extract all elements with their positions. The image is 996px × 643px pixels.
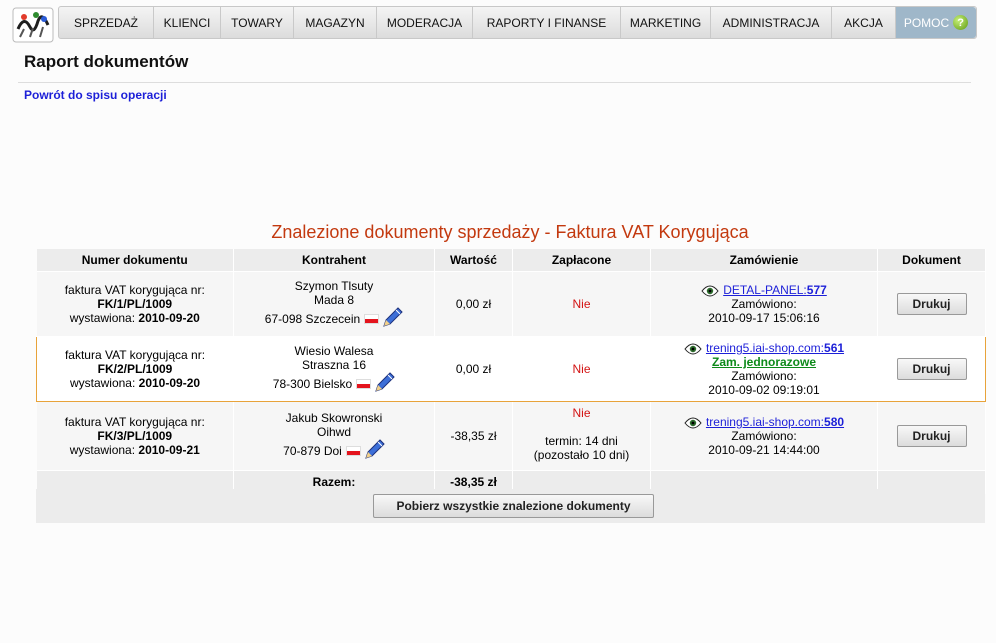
nav-sprzedaz[interactable]: SPRZEDAŻ — [59, 7, 154, 38]
nav-towary[interactable]: TOWARY — [221, 7, 294, 38]
header-wartosc: Wartość — [435, 249, 513, 272]
nav-administracja[interactable]: ADMINISTRACJA — [711, 7, 832, 38]
order-link[interactable] — [706, 341, 844, 355]
back-to-operations-link[interactable]: Powrót do spisu operacji — [24, 88, 167, 102]
doc-cell — [37, 337, 234, 402]
contractor-name: Szymon Tlsuty — [294, 279, 374, 293]
issued-label: wystawiona: — [69, 443, 136, 457]
ordered-date: 2010-09-21 14:44:00 — [708, 443, 820, 457]
eye-icon[interactable] — [684, 343, 702, 355]
print-cell — [878, 272, 986, 337]
ordered-label: Zamówiono: — [731, 297, 797, 311]
issued-label: wystawiona: — [69, 311, 136, 325]
order-link[interactable] — [723, 283, 827, 297]
order-number: 561 — [824, 341, 845, 355]
main-nav — [58, 6, 977, 39]
nav-moderacja[interactable]: MODERACJA — [377, 7, 473, 38]
contractor-cell — [234, 337, 435, 402]
section-title: Znalezione dokumenty sprzedaży - Faktura VAT Korygująca — [271, 222, 749, 242]
nav-klienci[interactable]: KLIENCI — [154, 7, 221, 38]
issued-label: wystawiona: — [69, 376, 136, 390]
nav-marketing[interactable]: MARKETING — [621, 7, 711, 38]
paid-status: Nie — [572, 406, 591, 420]
paid-cell — [513, 272, 651, 337]
paid-cell — [513, 402, 651, 471]
doc-number: FK/1/PL/1009 — [97, 297, 173, 311]
table-row — [37, 337, 986, 402]
table-row — [37, 272, 986, 337]
paid-status: Nie — [572, 362, 591, 376]
issued-date: 2010-09-20 — [138, 311, 200, 325]
payment-remaining: (pozostało 10 dni) — [533, 448, 630, 462]
nav-raporty-i-finanse[interactable]: RAPORTY I FINANSE — [473, 7, 621, 38]
value-cell: -38,35 zł — [435, 402, 513, 471]
contractor-name: Jakub Skowronski — [285, 411, 383, 425]
contractor-street: Mada 8 — [313, 293, 355, 307]
iai-logo[interactable] — [12, 7, 54, 43]
paid-cell — [513, 337, 651, 402]
help-icon: ? — [953, 15, 968, 30]
ordered-date: 2010-09-02 09:19:01 — [708, 383, 820, 397]
contractor-street: Oihwd — [316, 425, 351, 439]
one-time-order-link[interactable]: Zam. jednorazowe — [711, 355, 817, 369]
doc-type: faktura VAT korygująca nr: — [64, 283, 205, 297]
order-shop: trening5.iai-shop.com: — [705, 415, 825, 429]
doc-number: FK/3/PL/1009 — [97, 429, 173, 443]
order-number: 577 — [806, 283, 827, 297]
ordered-label: Zamówiono: — [731, 369, 797, 383]
order-cell — [651, 272, 878, 337]
print-cell — [878, 402, 986, 471]
issued-date: 2010-09-20 — [138, 376, 201, 390]
title-divider — [18, 82, 971, 83]
value-cell: 0,00 zł — [435, 337, 513, 402]
order-number: 580 — [824, 415, 845, 429]
doc-cell — [37, 272, 234, 337]
doc-type: faktura VAT korygująca nr: — [64, 348, 206, 362]
download-all-button[interactable]: Pobierz wszystkie znalezione dokumenty — [373, 494, 654, 518]
nav-pomoc[interactable] — [896, 7, 976, 38]
header-zaplacone: Zapłacone — [513, 249, 651, 272]
order-shop: trening5.iai-shop.com: — [705, 341, 825, 355]
edit-pencil-icon[interactable] — [381, 307, 403, 329]
flag-pl-icon — [356, 379, 371, 389]
contractor-name: Wiesio Walesa — [294, 344, 374, 358]
documents-table — [36, 249, 986, 494]
doc-cell — [37, 402, 234, 471]
nav-magazyn[interactable]: MAGAZYN — [294, 7, 377, 38]
header-zamowienie: Zamówienie — [651, 249, 878, 272]
paid-status: Nie — [572, 297, 591, 311]
doc-number: FK/2/PL/1009 — [97, 362, 173, 376]
contractor-city: 70-879 Doi — [283, 444, 342, 458]
total-value: -38,35 zł — [435, 471, 513, 494]
order-shop: DETAL-PANEL: — [723, 283, 807, 297]
header-dokument: Dokument — [878, 249, 986, 272]
payment-term: termin: 14 dni — [545, 434, 618, 448]
edit-pencil-icon[interactable] — [373, 372, 395, 394]
print-button[interactable]: Drukuj — [897, 358, 967, 380]
contractor-cell — [234, 402, 435, 471]
eye-icon[interactable] — [701, 285, 719, 297]
value-cell: 0,00 zł — [435, 272, 513, 337]
eye-icon[interactable] — [684, 417, 702, 429]
edit-pencil-icon[interactable] — [363, 439, 385, 461]
nav-pomoc-label: POMOC — [903, 15, 950, 30]
ordered-date: 2010-09-17 15:06:16 — [708, 311, 820, 325]
doc-type: faktura VAT korygująca nr: — [64, 415, 205, 429]
header-kontrahent: Kontrahent — [234, 249, 435, 272]
table-row — [37, 402, 986, 471]
contractor-city: 78-300 Bielsko — [272, 377, 353, 391]
nav-akcja[interactable]: AKCJA — [832, 7, 896, 38]
order-cell — [651, 402, 878, 471]
total-label: Razem: — [234, 471, 435, 494]
flag-pl-icon — [364, 314, 379, 324]
table-footer — [36, 489, 985, 523]
contractor-cell — [234, 272, 435, 337]
order-link[interactable] — [706, 415, 844, 429]
flag-pl-icon — [346, 446, 361, 456]
header-numer-dokumentu: Numer dokumentu — [37, 249, 234, 272]
order-cell — [651, 337, 878, 402]
print-button[interactable]: Drukuj — [897, 425, 967, 447]
print-button[interactable]: Drukuj — [897, 293, 967, 315]
print-cell — [878, 337, 986, 402]
ordered-label: Zamówiono: — [731, 429, 797, 443]
issued-date: 2010-09-21 — [138, 443, 200, 457]
contractor-street: Straszna 16 — [301, 358, 367, 372]
contractor-city: 67-098 Szczecein — [264, 312, 361, 326]
page-title: Raport dokumentów — [24, 52, 189, 71]
